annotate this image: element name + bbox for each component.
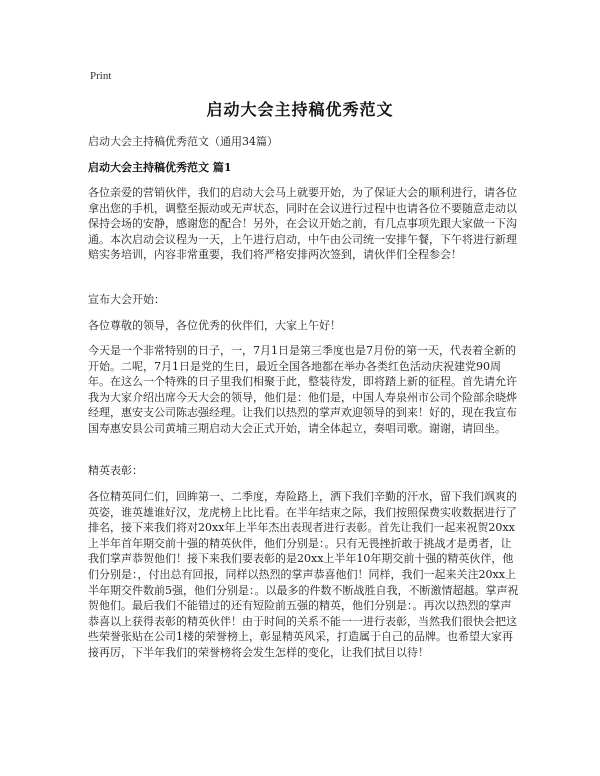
document-subtitle: 启动大会主持稿优秀范文（通用34篇） xyxy=(88,135,278,148)
paragraph-greeting: 各位尊敬的领导，各位优秀的伙伴们，大家上午好！ xyxy=(88,319,341,332)
document-title: 启动大会主持稿优秀范文 xyxy=(206,100,394,119)
paragraph-announce-heading: 宣布大会开始： xyxy=(88,293,165,306)
paragraph-awards-heading: 精英表彰： xyxy=(88,464,143,477)
paragraph-intro: 各位亲爱的营销伙伴，我们的启动大会马上就要开始，为了保证大会的顺利进行，请各位拿出您的手机，调整至振动或无声状态，同时在会议进行过程中也请各位不要随意走动以保持会场的安静，感谢您的配合！另外，在会议开始之前，有几点事项先跟大家做一下沟通。本次启动会议程为一天，上午进行启动，中午由公司统一安排午餐，下午将进行新理赔实务培训，内容非常重要，我们将严格安排两次签到，请伙伴们全程参会！ xyxy=(88,186,517,262)
section-title: 启动大会主持稿优秀范文 篇1 xyxy=(88,161,232,174)
paragraph-opening: 今天是一个非常特别的日子，一，7月1日是第三季度也是7月份的第一天，代表着全新的开始。二呢，7月1日是党的生日，最近全国各地都在举办各类红色活动庆祝建党90周年。在这么一个特殊的日子里我们相聚于此，整装待发，即将踏上新的征程。首先请允许我为大家介绍出席今天大会的领导，他们是：他们是，中国人寿泉州市公司个险部余晓烨经理，惠安支公司陈志强经理。让我们以热烈的掌声欢迎领导的到来！好的，现在我宣布国寿惠安县公司黄埔三期启动大会正式开始，请全体起立，奏唱司歌。谢谢，请回坐。 xyxy=(88,344,517,435)
print-label: Print xyxy=(90,70,112,82)
paragraph-awards: 各位精英同仁们，回眸第一、二季度，寿险路上，洒下我们辛勤的汗水，留下我们飒爽的英姿，谁英雄谁好汉，龙虎榜上比比看。在半年结束之际，我们按照保费实收数据进行了排名，接下来我们将对20xx年上半年杰出表现者进行表彰。首先让我们一起来祝贺20xx上半年首年期交前十强的精英伙伴，他们分别是：。只有无畏挫折敢于挑战才是勇者，让我们掌声恭贺他们！接下来我们要表彰的是20xx上半年10年期交前十强的精英伙伴，他们分别是：，付出总有回报，同样以热烈的掌声恭喜他们！同样，我们一起来关注20xx上半年期交件数前5强，他们分别是：。以最多的件数不断战胜自我，不断激情超越。掌声祝贺他们。最后我们不能错过的还有短险前五强的精英，他们分别是：。再次以热烈的掌声恭喜以上获得表彰的精英伙伴！由于时间的关系不能一一进行表彰，当然我们很快会把这些荣誉张贴在公司1楼的荣誉榜上，彰显精英风采，打造属于自己的品牌。也希望大家再接再厉，下半年我们的荣誉榜将会发生怎样的变化，让我们拭目以待！ xyxy=(88,490,519,659)
